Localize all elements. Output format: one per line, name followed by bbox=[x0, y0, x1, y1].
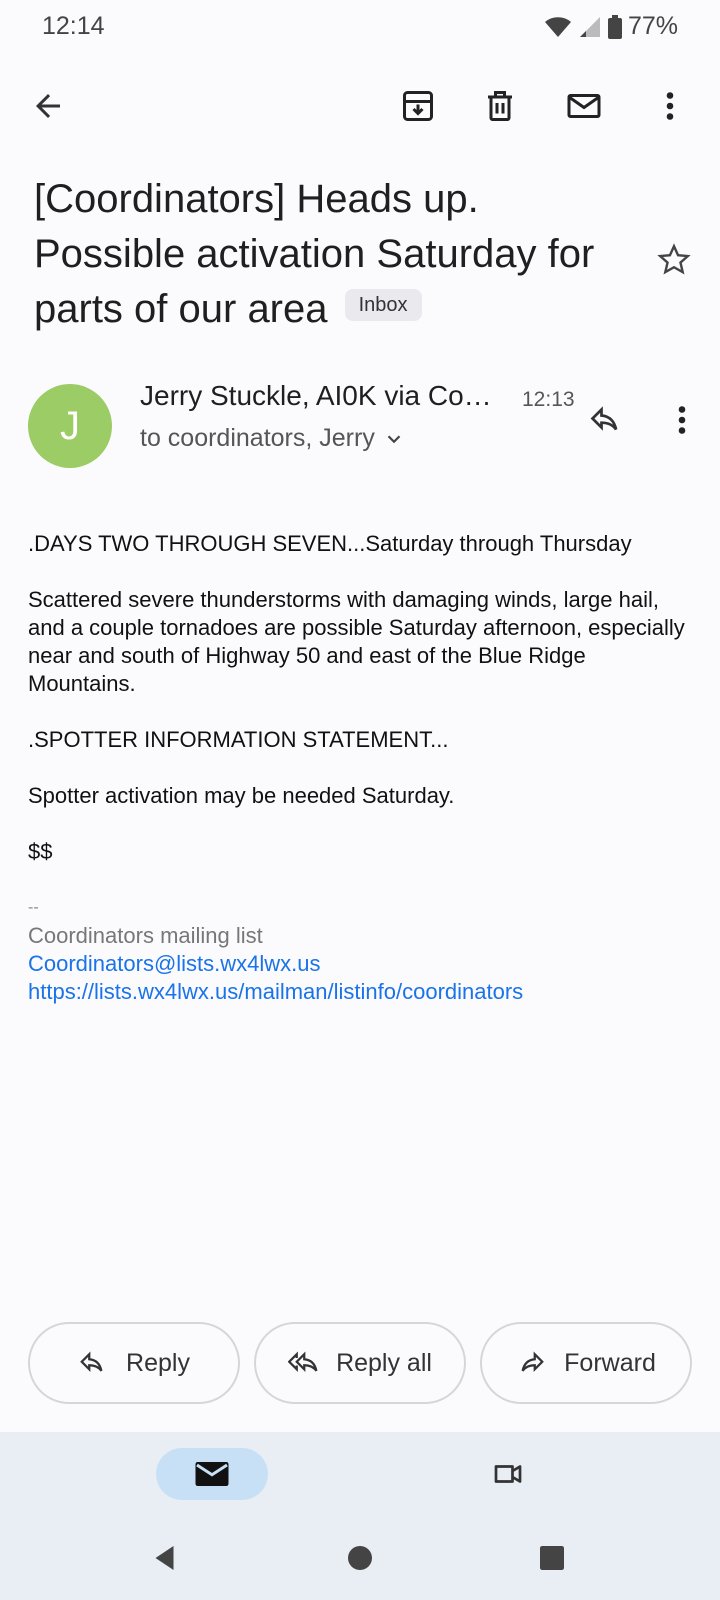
recipients-text: to coordinators, Jerry bbox=[140, 424, 375, 452]
wifi-icon bbox=[544, 16, 572, 38]
trash-icon bbox=[482, 88, 518, 124]
reply-icon-button[interactable] bbox=[578, 392, 634, 448]
system-back-button[interactable] bbox=[138, 1530, 194, 1586]
nav-meet-tab[interactable] bbox=[480, 1446, 536, 1502]
video-camera-icon bbox=[490, 1456, 526, 1492]
mailing-list-email-link[interactable]: Coordinators@lists.wx4lwx.us bbox=[28, 951, 321, 976]
star-outline-icon bbox=[656, 242, 692, 278]
more-vert-icon bbox=[664, 402, 700, 438]
square-recents-icon bbox=[534, 1540, 570, 1576]
archive-icon bbox=[400, 88, 436, 124]
reply-all-icon bbox=[288, 1348, 318, 1378]
chevron-down-icon bbox=[383, 428, 405, 450]
body-paragraph: $$ bbox=[28, 839, 53, 864]
message-more-button[interactable] bbox=[660, 392, 704, 448]
reply-button[interactable] bbox=[28, 1322, 240, 1404]
forward-label: Forward bbox=[564, 1348, 656, 1377]
reply-label: Reply bbox=[126, 1348, 190, 1377]
sender-avatar[interactable]: J bbox=[28, 384, 112, 468]
triangle-back-icon bbox=[148, 1540, 184, 1576]
circle-home-icon bbox=[342, 1540, 378, 1576]
message-time: 12:13 bbox=[522, 388, 575, 411]
battery-percent: 77% bbox=[627, 12, 678, 40]
body-paragraph: .SPOTTER INFORMATION STATEMENT... bbox=[28, 727, 449, 752]
nav-mail-tab[interactable] bbox=[156, 1448, 268, 1500]
body-paragraph: Scattered severe thunderstorms with damaging winds, large hail, and a couple tornadoes are possible Saturday afternoon, especially near and south of Highway 50 and east of the Blue Ridge Mountains. bbox=[28, 587, 685, 696]
more-vert-icon bbox=[652, 88, 688, 124]
body-paragraph: Spotter activation may be needed Saturday. bbox=[28, 783, 455, 808]
reply-all-label: Reply all bbox=[336, 1348, 432, 1377]
mailing-list-url-link[interactable]: https://lists.wx4lwx.us/mailman/listinfo/coordinators bbox=[28, 979, 524, 1004]
recipients-toggle[interactable] bbox=[140, 424, 405, 453]
mailing-list-name: Coordinators mailing list bbox=[28, 923, 263, 948]
label-chip-inbox[interactable]: Inbox bbox=[345, 289, 422, 321]
system-recents-button[interactable] bbox=[524, 1530, 580, 1586]
signature-separator: -- bbox=[28, 899, 39, 916]
system-home-button[interactable] bbox=[332, 1530, 388, 1586]
body-paragraph: .DAYS TWO THROUGH SEVEN...Saturday through Thursday bbox=[28, 531, 632, 556]
mark-unread-button[interactable] bbox=[556, 78, 612, 134]
forward-icon bbox=[516, 1348, 546, 1378]
delete-button[interactable] bbox=[472, 78, 528, 134]
more-options-button[interactable] bbox=[648, 78, 692, 134]
mail-icon bbox=[566, 88, 602, 124]
battery-icon bbox=[608, 15, 622, 39]
status-time: 12:14 bbox=[42, 12, 105, 40]
sender-name[interactable]: Jerry Stuckle, AI0K via Co… bbox=[140, 380, 492, 411]
forward-button[interactable] bbox=[480, 1322, 692, 1404]
arrow-back-icon bbox=[30, 88, 66, 124]
reply-icon bbox=[78, 1348, 108, 1378]
mail-filled-icon bbox=[193, 1459, 231, 1489]
email-subject bbox=[34, 172, 634, 337]
star-button[interactable] bbox=[646, 232, 702, 288]
message-body bbox=[28, 530, 688, 1006]
reply-all-button[interactable] bbox=[254, 1322, 466, 1404]
reply-icon bbox=[588, 402, 624, 438]
archive-button[interactable] bbox=[390, 78, 446, 134]
subject-text: [Coordinators] Heads up. Possible activation Saturday for parts of our area bbox=[34, 177, 595, 331]
status-icons bbox=[544, 12, 678, 41]
signal-icon bbox=[578, 16, 602, 38]
back-button[interactable] bbox=[20, 78, 76, 134]
